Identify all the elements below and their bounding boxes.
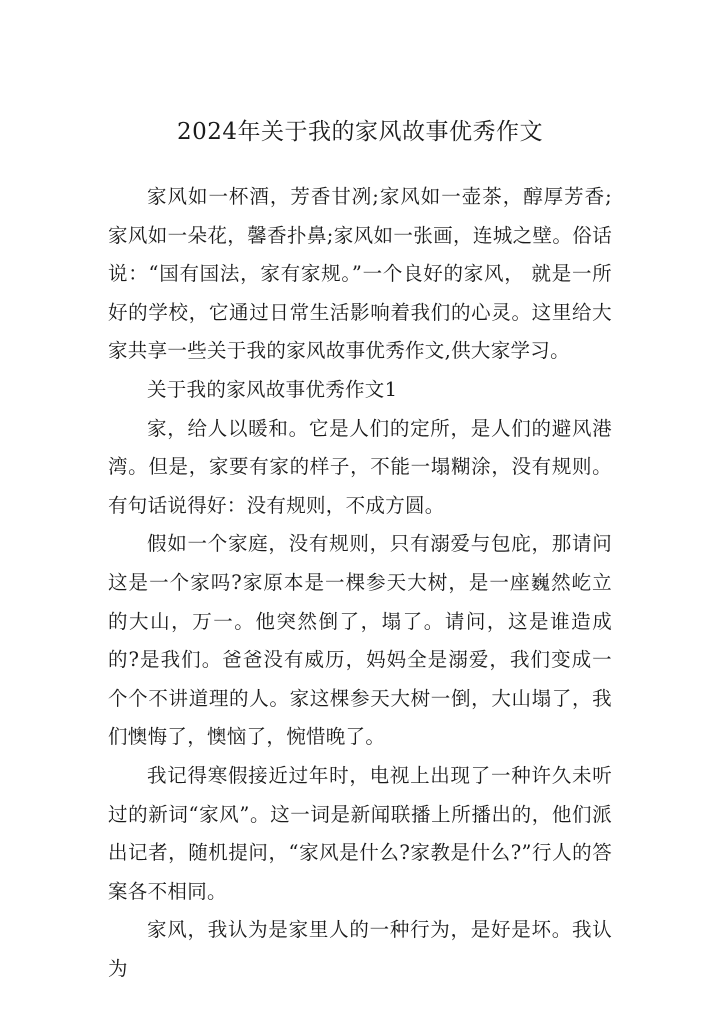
paragraph-intro: 家风如一杯酒，芳香甘冽;家风如一壶茶，醇厚芳香;家风如一朵花，馨香扑鼻;家风如一张画，连城之壁。俗话说：“国有国法，家有家规。”一个良好的家风， 就是一所好的学校，它通过日常生活影响着我们的心灵。这里给大家共享一些关于我的家风故事优秀作文,供大家学习。	[108, 185, 612, 363]
paragraph: 家，给人以暖和。它是人们的定所，是人们的避风港湾。但是，家要有家的样子，不能一塌糊涂，没有规则。有句话说得好：没有规则，不成方圆。	[108, 416, 612, 517]
paragraph: 我记得寒假接近过年时，电视上出现了一种许久未听过的新词“家风”。这一词是新闻联播上所播出的，他们派出记者，随机提问，“家风是什么?家教是什么?”行人的答案各不相同。	[108, 763, 612, 903]
document-body	[108, 178, 612, 988]
paragraph: 假如一个家庭，没有规则，只有溺爱与包庇，那请问这是一个家吗?家原本是一棵参天大树，是一座巍然屹立的大山，万一。他突然倒了，塌了。请问，这是谁造成的?是我们。爸爸没有威历，妈妈全是溺爱，我们变成一个个不讲道理的人。家这棵参天大树一倒，大山塌了，我们懊悔了，懊恼了，惋惜晚了。	[108, 532, 612, 749]
paragraph: 家风，我认为是家里人的一种行为，是好是坏。我认为	[108, 918, 612, 980]
section-heading: 关于我的家风故事优秀作文1	[147, 377, 398, 401]
document-title: 2024年关于我的家风故事优秀作文	[176, 119, 544, 145]
